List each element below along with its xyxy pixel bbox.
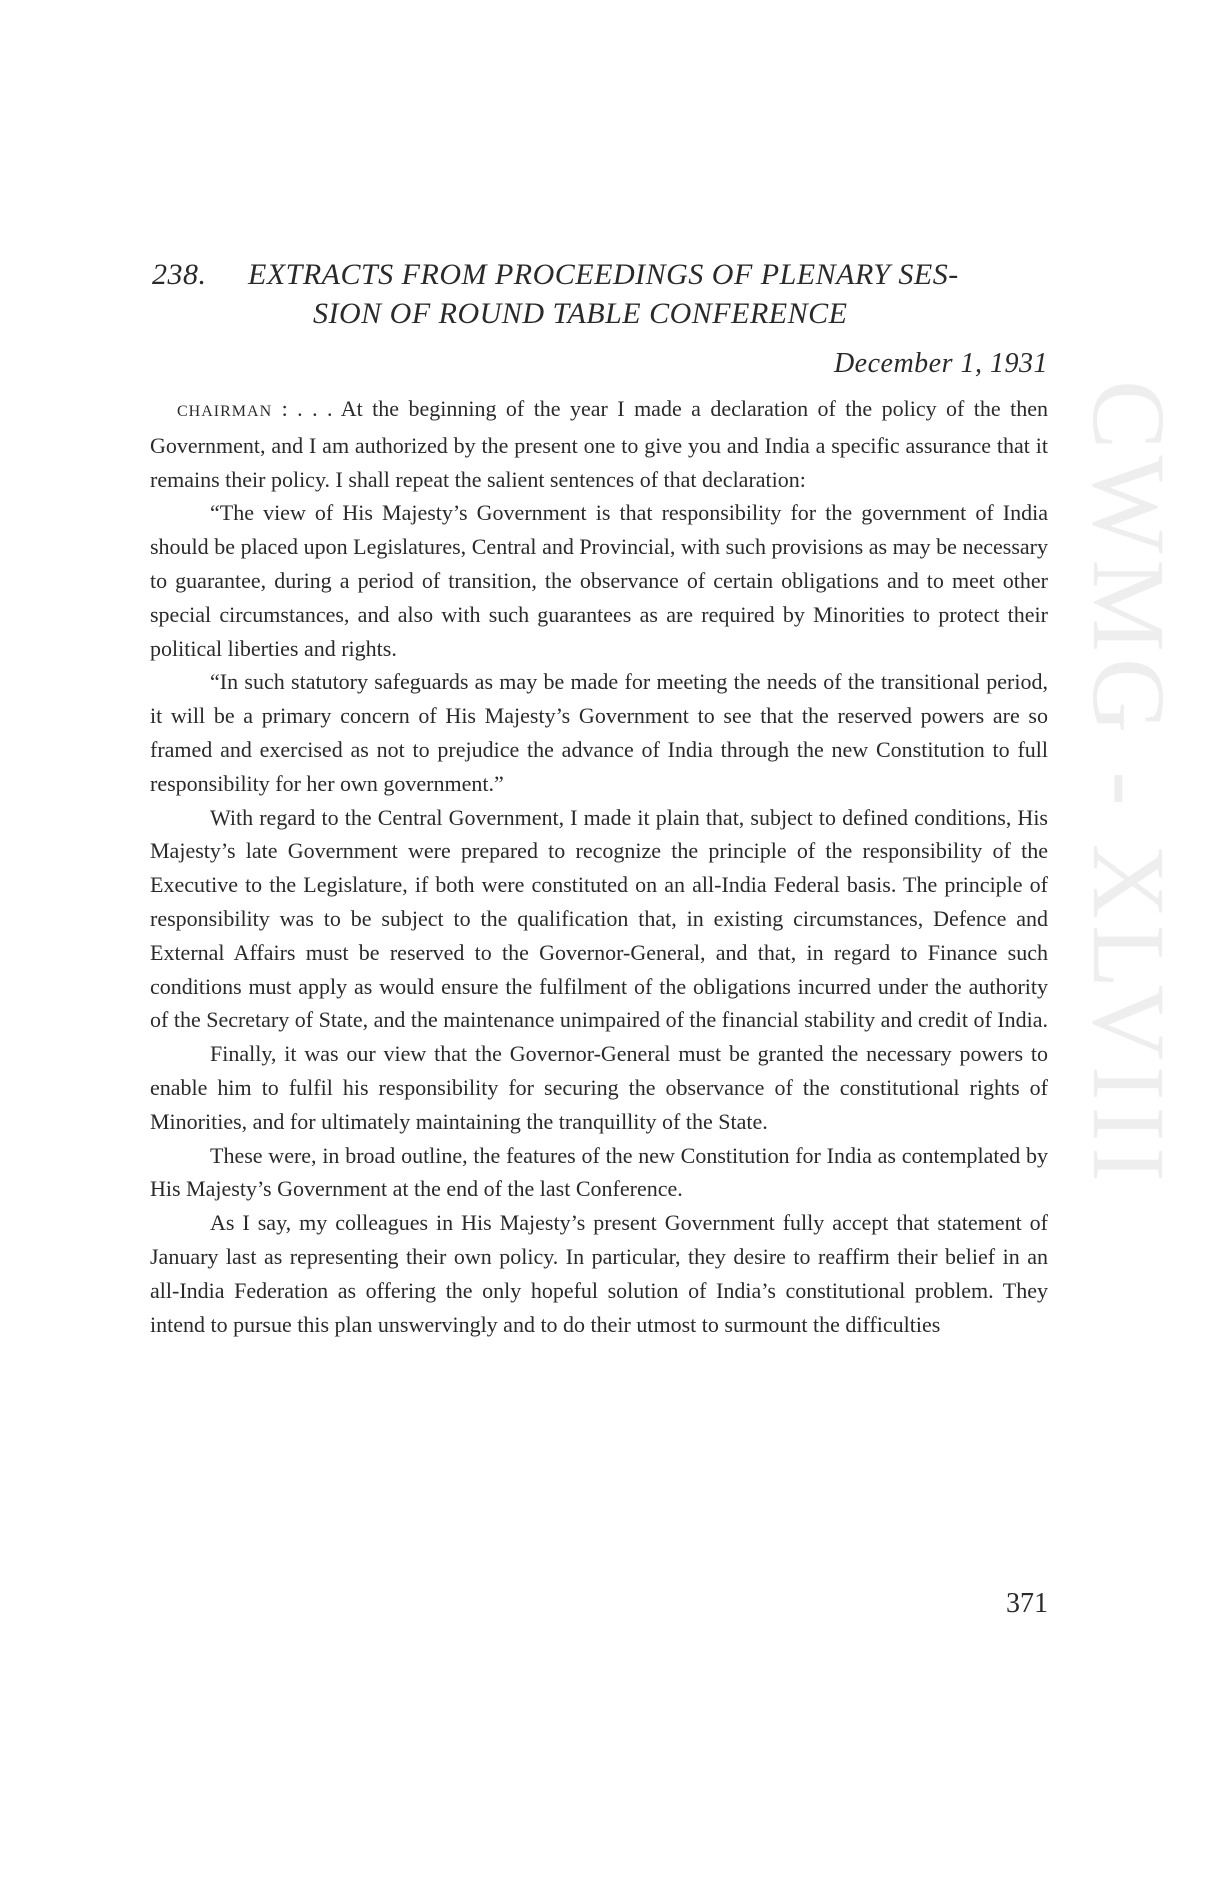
paragraph: With regard to the Central Government, I made it plain that, subject to defined conditions, His Majesty’s late Government were prepared to recognize the principle of the responsibility of the Executive to the Legislature, if both were constituted on an all-India Federal basis. The principle of responsibility was to be subject to the qualification that, in existing circumstances, Defence and External Affairs must be reserved to the Governor-General, and that, in regard to Finance such conditions must apply as would ensure the fulfilment of the obligations incurred under the authority of the Secretary of State, and the maintenance unimpaired of the financial stability and credit of India. [150,804,1048,1033]
paragraph [150,392,1048,496]
paragraph: “The view of His Majesty’s Government is that responsibility for the government of India should be placed upon Legislatures, Central and Provincial, with such provisions as may be necessary to guarantee, during a period of transition, the observance of certain obligations and to meet other special circumstances, and also with such guarantees as are required by Minorities to protect their political liberties and rights. [150,500,1048,661]
paragraph-text: : . . . At the beginning of the year I made a declaration of the policy of the then Government, and I am authorized by the present one to give you and India a specific assurance that it remains their policy. I shall repeat the salient sentences of that declaration: [150,396,1048,492]
speaker-label: CHAIRMAN [177,403,273,420]
paragraph: As I say, my colleagues in His Majesty’s present Government fully accept that statement of January last as representing their own policy. In particular, they desire to reaffirm their belief in an all-India Federation as offering the only hopeful solution of India’s constitutional problem. They intend to pursue this plan unswervingly and to do their utmost to surmount the difficulties [150,1210,1048,1337]
paragraph: Finally, it was our view that the Governor-General must be granted the necessary powers to enable him to fulfil his responsibility for securing the observance of the constitutional rights of Minorities, and for ultimately maintaining the tranquillity of the State. [150,1041,1048,1134]
heading-line-2: SION OF ROUND TABLE CONFERENCE [313,297,848,330]
document-body [150,392,1048,1341]
paragraph: These were, in broad outline, the features of the new Constitution for India as contemplated by His Majesty’s Government at the end of the last Conference. [150,1142,1048,1202]
document-date: December 1, 1931 [833,348,1048,379]
heading-line-1: EXTRACTS FROM PROCEEDINGS OF PLENARY SES- [248,258,959,291]
heading-number: 238. [152,258,207,291]
document-heading [152,255,1052,333]
watermark: CWMG - XLVIII [1071,380,1186,1188]
paragraph: “In such statutory safeguards as may be made for meeting the needs of the transitional period, it will be a primary concern of His Majesty’s Government to see that the reserved powers are so framed and exercised as not to prejudice the advance of India through the new Constitution to full responsibility for her own government.” [150,669,1048,796]
page-number: 371 [1006,1588,1048,1619]
